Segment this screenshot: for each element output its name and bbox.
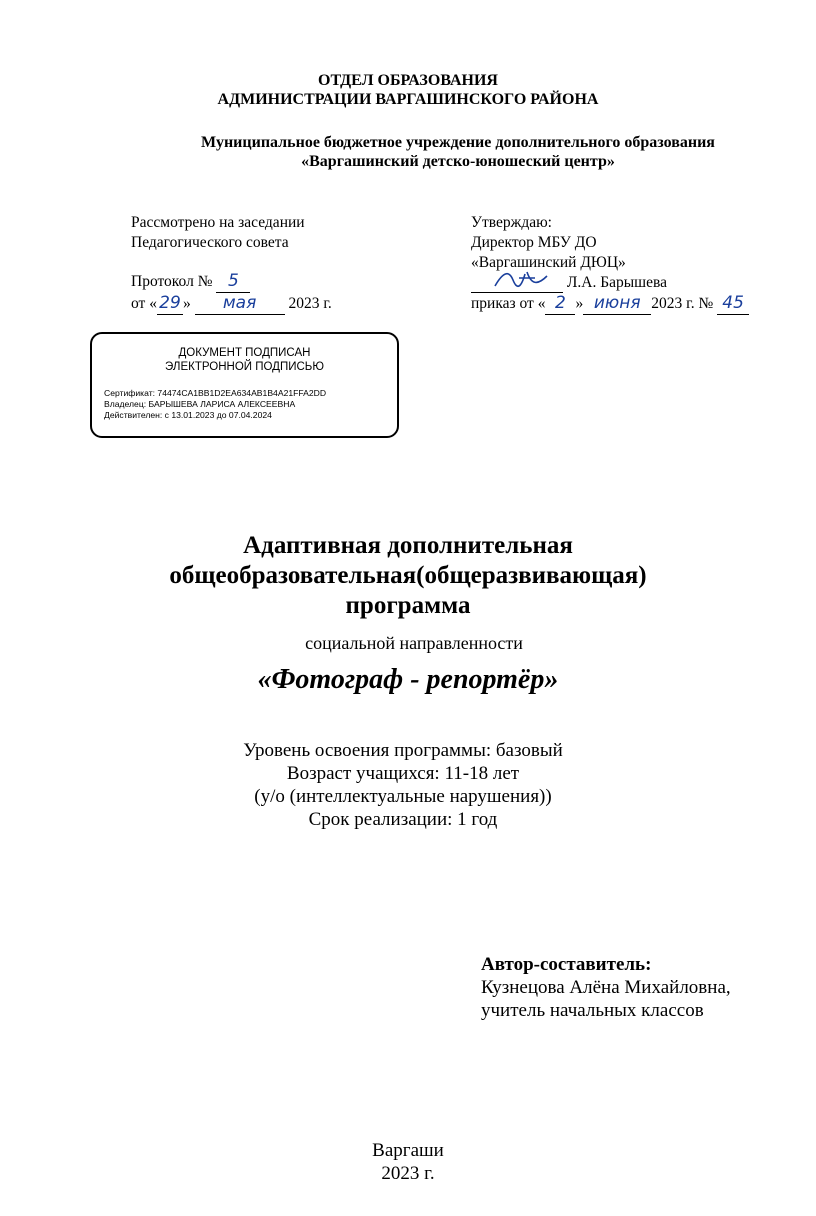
order-number-field [717, 293, 749, 315]
header-line-1: ОТДЕЛ ОБРАЗОВАНИЯ [318, 72, 498, 89]
org-line-1: Муниципальное бюджетное учреждение дополнительного образования [201, 134, 715, 151]
order-mid: » [575, 295, 584, 312]
order-prefix: приказ от « [471, 295, 546, 312]
signature-field [471, 276, 563, 293]
protocol-label: Протокол № [131, 273, 213, 290]
handwritten-signature [491, 268, 551, 292]
protocol-line [131, 271, 431, 293]
program-title-block [0, 531, 816, 621]
approve-line-1: Утверждаю: [471, 214, 552, 231]
header-line-2: АДМИНИСТРАЦИИ ВАРГАШИНСКОГО РАЙОНА [217, 91, 599, 108]
program-title-line-1: Адаптивная дополнительная [243, 532, 573, 559]
signature-line [471, 273, 801, 293]
stamp-line-1: ДОКУМЕНТ ПОДПИСАН [178, 347, 311, 359]
order-month-field [583, 293, 651, 315]
footer-year: 2023 г. [381, 1163, 435, 1184]
order-line [471, 293, 801, 315]
considered-block [131, 213, 431, 315]
org-line-2: «Варгашинский детско-юношеский центр» [301, 153, 615, 170]
author-name: Кузнецова Алёна Михайловна, [481, 977, 731, 998]
order-year: 2023 г. № [651, 295, 714, 312]
date-prefix: от « [131, 295, 157, 312]
author-position: учитель начальных классов [481, 1000, 704, 1021]
considered-line-2: Педагогического совета [131, 234, 289, 251]
protocol-date-line [131, 293, 431, 315]
stamp-certificate: Сертификат: 74474CA1BB1D2EA634AB1B4A21FFA2DD [104, 388, 327, 398]
date-month-field [195, 293, 285, 315]
stamp-owner: Владелец: БАРЫШЕВА ЛАРИСА АЛЕКСЕЕВНА [104, 399, 296, 409]
date-month: мая [222, 293, 257, 313]
program-level: Уровень освоения программы: базовый [243, 740, 563, 761]
order-number: 45 [722, 293, 744, 313]
electronic-signature-stamp [90, 332, 399, 438]
program-term: Срок реализации: 1 год [308, 809, 498, 830]
director-name: Л.А. Барышева [566, 274, 667, 291]
program-title-line-2: общеобразовательная(общеразвивающая) [169, 562, 647, 589]
program-direction: социальной направленности [305, 633, 523, 653]
date-day: 29 [159, 293, 181, 313]
protocol-number: 5 [227, 271, 239, 291]
program-name: «Фотограф - репортёр» [257, 664, 559, 695]
order-month: июня [593, 293, 641, 313]
footer-city: Варгаши [372, 1140, 444, 1161]
author-block [481, 953, 801, 1022]
stamp-line-2: ЭЛЕКТРОННОЙ ПОДПИСЬЮ [165, 361, 324, 373]
stamp-validity: Действителен: с 13.01.2023 до 07.04.2024 [104, 410, 272, 420]
footer [0, 1139, 816, 1185]
author-label: Автор-составитель: [481, 954, 652, 975]
approval-block [471, 213, 801, 315]
order-day-field [545, 293, 575, 315]
order-day: 2 [555, 293, 566, 313]
approve-line-3: «Варгашинский ДЮЦ» [471, 254, 626, 271]
program-note: (у/о (интеллектуальные нарушения)) [254, 786, 552, 807]
date-year: 2023 г. [288, 295, 332, 312]
approve-line-2: Директор МБУ ДО [471, 234, 597, 251]
date-mid: » [182, 295, 191, 312]
department-header [0, 71, 816, 109]
program-details [0, 739, 806, 831]
organization-header [0, 133, 816, 171]
date-day-field [157, 293, 183, 315]
protocol-number-field [216, 271, 250, 293]
program-age: Возраст учащихся: 11-18 лет [286, 763, 520, 784]
program-title-line-3: программа [345, 592, 471, 619]
considered-line-1: Рассмотрено на заседании [131, 214, 305, 231]
